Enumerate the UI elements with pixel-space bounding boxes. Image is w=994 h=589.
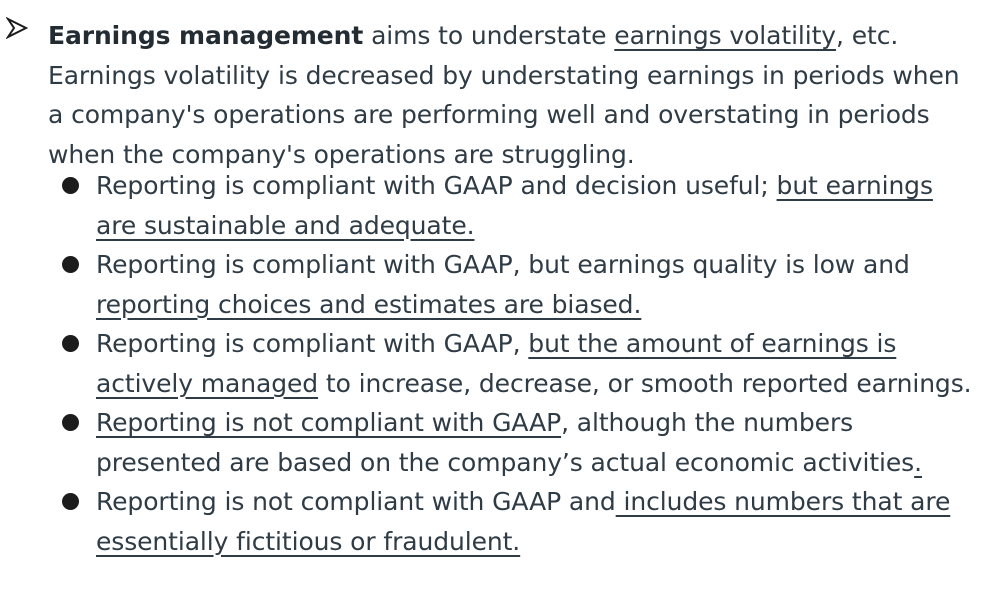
bullet-underlined-text: includes numbers that are essentially fictitious or fraudulent. bbox=[96, 487, 951, 556]
bullet-dot-icon bbox=[62, 177, 79, 194]
earnings-volatility-link: earnings volatility bbox=[614, 21, 837, 50]
arrow-bullet-icon bbox=[6, 16, 28, 40]
bullet-text-tail: to increase, decrease, or smooth reported earnings. bbox=[318, 368, 972, 398]
bullet-text: Reporting is compliant with GAAP, bbox=[96, 329, 529, 358]
intro-text-2: , etc. Earnings volatility is decreased by understating earnings in periods when a company's operations are performing well and overstating in periods when the company's operations are struggling. bbox=[48, 21, 960, 169]
bullet-underlined-text: but earnings are sustainable and adequate. bbox=[96, 171, 933, 240]
bullet-text-tail: , although the numbers presented are based on the company’s actual economic activities bbox=[96, 408, 915, 477]
reporting-categories-list bbox=[0, 166, 994, 561]
intro-text-1: aims to understate bbox=[363, 21, 615, 50]
bullet-underlined-period: . bbox=[914, 447, 922, 477]
list-item bbox=[0, 403, 976, 482]
bullet-dot-icon bbox=[62, 493, 79, 510]
bullet-dot-icon bbox=[62, 414, 79, 431]
list-item bbox=[0, 324, 976, 403]
bullet-underlined-text: but the amount of earnings is actively managed bbox=[96, 329, 897, 398]
list-item bbox=[0, 245, 976, 324]
bullet-text: Reporting is compliant with GAAP, but earnings quality is low and bbox=[96, 250, 910, 279]
list-item bbox=[0, 166, 976, 245]
bullet-text: Reporting is compliant with GAAP and decision useful; bbox=[96, 171, 777, 200]
bullet-dot-icon bbox=[62, 256, 79, 273]
bullet-underlined-text: Reporting is not compliant with GAAP bbox=[96, 408, 562, 437]
term-earnings-management: Earnings management bbox=[48, 21, 364, 50]
bullet-underlined-text: reporting choices and estimates are biased. bbox=[96, 289, 642, 319]
intro-text bbox=[48, 16, 968, 174]
list-item bbox=[0, 482, 976, 561]
bullet-dot-icon bbox=[62, 335, 79, 352]
bullet-text: Reporting is not compliant with GAAP and bbox=[96, 487, 616, 516]
